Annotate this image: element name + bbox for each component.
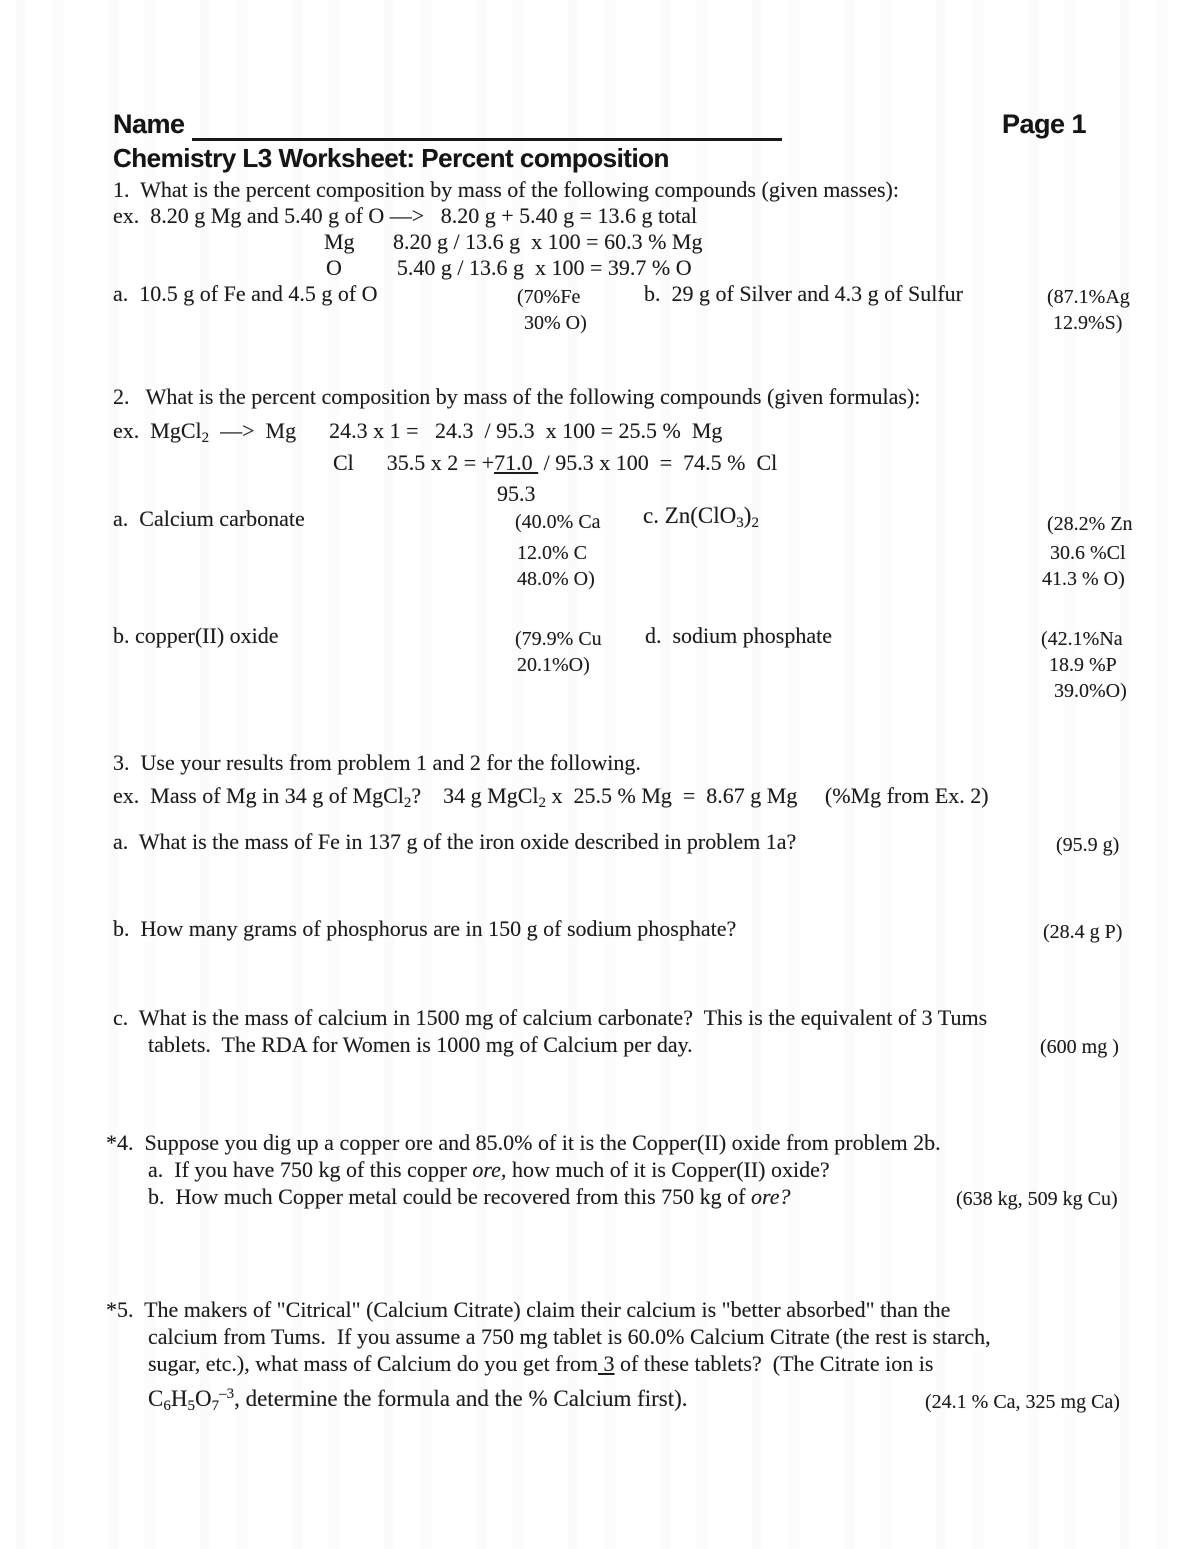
p4-part-b-answer: (638 kg, 509 kg Cu)	[956, 1188, 1118, 1210]
p3-part-c-answer: (600 mg )	[1040, 1036, 1119, 1058]
p1-part-b: b. 29 g of Silver and 4.3 g of Sulfur	[644, 281, 963, 306]
p1-example: ex. 8.20 g Mg and 5.40 g of O —> 8.20 g + 5.40 g = 13.6 g total	[113, 203, 698, 228]
subscript: 2	[538, 795, 547, 811]
p2-part-c: c. $Zn(ClO_3)_2$	[643, 503, 759, 531]
p3-part-c-line-2: tablets. The RDA for Women is 1000 mg of Calcium per day.	[148, 1032, 693, 1057]
p1-prompt: 1. What is the percent composition by mass of the following compounds (given masses):	[113, 177, 899, 202]
p2-part-a-answer-1: (40.0% Ca	[515, 511, 601, 533]
p2-part-c-answer-2: 30.6 %Cl	[1050, 542, 1126, 564]
subscript: 3	[736, 515, 744, 531]
subscript: 5	[187, 1398, 195, 1414]
subscript: 7	[211, 1398, 220, 1414]
p5-answer: (24.1 % Ca, 325 mg Ca)	[925, 1391, 1120, 1413]
underlined-sum-value: 71.0	[494, 450, 539, 475]
p2-part-c-answer-1: (28.2% Zn	[1047, 513, 1133, 535]
p1-part-a: a. 10.5 g of Fe and 4.5 g of O	[113, 281, 378, 306]
italic-ore: ore?	[751, 1184, 791, 1209]
subscript: 2	[201, 430, 210, 446]
p5-line-1: *5. The makers of "Citrical" (Calcium Citrate) claim their calcium is "better absorbed" than the	[106, 1297, 951, 1322]
p5-line-3: sugar, etc.), what mass of Calcium do you get from 3 of these tablets? (The Citrate ion is	[148, 1351, 934, 1376]
p3-part-a-answer: (95.9 g)	[1056, 834, 1120, 856]
p3-part-b: b. How many grams of phosphorus are in 150 g of sodium phosphate?	[113, 916, 737, 941]
p2-prompt: 2. What is the percent composition by mass of the following compounds (given formulas):	[113, 384, 921, 409]
p3-prompt: 3. Use your results from problem 1 and 2 for the following.	[113, 750, 641, 775]
p1-part-b-answer-2: 12.9%S)	[1053, 312, 1123, 334]
p4-part-a: a. If you have 750 kg of this copper ore, how much of it is Copper(II) oxide?	[148, 1157, 830, 1182]
p2-part-b: b. copper(II) oxide	[113, 623, 279, 648]
p2-example-sum: 95.3	[497, 481, 536, 506]
p2-part-a-answer-3: 48.0% O)	[517, 568, 595, 590]
p1-part-a-answer-2: 30% O)	[524, 312, 587, 334]
p2-part-d-answer-3: 39.0%O)	[1054, 680, 1127, 702]
worksheet-title: Chemistry L3 Worksheet: Percent composition	[113, 143, 669, 173]
p5-line-2: calcium from Tums. If you assume a 750 mg tablet is 60.0% Calcium Citrate (the rest is starch,	[148, 1324, 991, 1349]
p2-part-c-answer-3: 41.3 % O)	[1042, 568, 1125, 590]
p1-work-o: O 5.40 g / 13.6 g x 100 = 39.7 % O	[326, 255, 692, 280]
p2-part-b-answer-1: (79.9% Cu	[515, 628, 602, 650]
subscript: 6	[163, 1398, 171, 1414]
name-label: Name	[113, 109, 185, 139]
p3-example: ex. Mass of Mg in 34 g of MgCl$_2$? 34 g MgCl$_2$ x 25.5 % Mg = 8.67 g Mg (%Mg from Ex. 2)	[113, 783, 989, 811]
p2-part-a: a. Calcium carbonate	[113, 506, 305, 531]
subscript: 2	[403, 795, 412, 811]
p3-part-b-answer: (28.4 g P)	[1043, 921, 1123, 943]
p2-part-a-answer-2: 12.0% C	[517, 542, 587, 564]
underlined-three: 3	[598, 1351, 615, 1376]
p1-part-a-answer-1: (70%Fe	[517, 286, 581, 308]
p1-work-mg: Mg 8.20 g / 13.6 g x 100 = 60.3 % Mg	[324, 229, 703, 254]
p2-part-d-answer-2: 18.9 %P	[1049, 654, 1117, 676]
name-blank-line	[192, 110, 782, 141]
p3-part-a: a. What is the mass of Fe in 137 g of the iron oxide described in problem 1a?	[113, 829, 797, 854]
subscript: 2	[751, 515, 759, 531]
p2-example-line-cl: Cl 35.5 x 2 = +71.0 / 95.3 x 100 = 74.5 % Cl	[333, 450, 778, 475]
p1-part-b-answer-1: (87.1%Ag	[1047, 286, 1130, 308]
page-number-label: Page 1	[1002, 109, 1087, 139]
p4-prompt: *4. Suppose you dig up a copper ore and 85.0% of it is the Copper(II) oxide from problem 2b.	[106, 1130, 941, 1155]
italic-ore: ore,	[472, 1157, 507, 1182]
p5-formula-line: $C_6H_5O_7^{-3}$, determine the formula and the % Calcium first).	[148, 1386, 688, 1414]
p2-part-d-answer-1: (42.1%Na	[1041, 628, 1123, 650]
p2-part-d: d. sodium phosphate	[645, 623, 832, 648]
p2-example-line-mg: ex. MgCl$_2$ —> Mg 24.3 x 1 = 24.3 / 95.3 x 100 = 25.5 % Mg	[113, 418, 723, 446]
p2-part-b-answer-2: 20.1%O)	[517, 654, 590, 676]
p3-part-c-line-1: c. What is the mass of calcium in 1500 mg of calcium carbonate? This is the equivalent of 3 Tums	[113, 1005, 988, 1030]
superscript-charge: –3	[219, 1386, 235, 1402]
p4-part-b: b. How much Copper metal could be recovered from this 750 kg of ore?	[148, 1184, 791, 1209]
